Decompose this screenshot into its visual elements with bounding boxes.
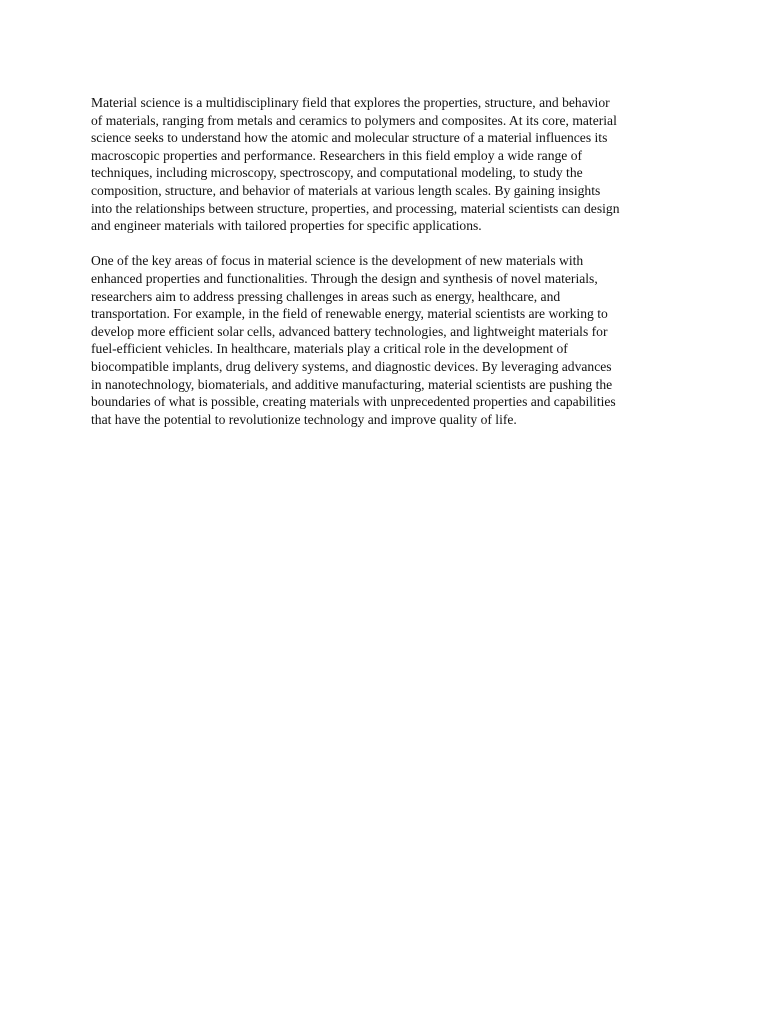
paragraph-2 [91,252,687,428]
paragraph-line: macroscopic properties and performance. Researchers in this field employ a wide range of [91,147,583,163]
paragraph-line: boundaries of what is possible, creating materials with unprecedented properties and capabilities [91,394,616,410]
paragraph-line: biocompatible implants, drug delivery systems, and diagnostic devices. By leveraging advances [91,358,612,374]
paragraph-line: Material science is a multidisciplinary field that explores the properties, structure, and behavior [91,95,610,110]
paragraph-line: develop more efficient solar cells, advanced battery technologies, and lightweight materials for [91,323,608,339]
paragraph-1 [91,94,687,235]
paragraph-line: into the relationships between structure, properties, and processing, material scientists can design [91,200,620,216]
paragraph-line: One of the key areas of focus in material science is the development of new materials with [91,253,584,269]
paragraph-line: researchers aim to address pressing challenges in areas such as energy, healthcare, and [91,288,561,304]
paragraph-line: fuel-efficient vehicles. In healthcare, materials play a critical role in the development of [91,341,568,357]
paragraph-line: that have the potential to revolutionize technology and improve quality of life. [91,411,517,427]
document-body [91,94,687,428]
paragraph-line: in nanotechnology, biomaterials, and additive manufacturing, material scientists are pushing the [91,376,613,392]
paragraph-line: science seeks to understand how the atomic and molecular structure of a material influences its [91,130,608,146]
paragraph-line: composition, structure, and behavior of materials at various length scales. By gaining insights [91,182,601,198]
paragraph-line: techniques, including microscopy, spectroscopy, and computational modeling, to study the [91,165,583,181]
paragraph-line: and engineer materials with tailored properties for specific applications. [91,218,482,234]
paragraph-line: transportation. For example, in the field of renewable energy, material scientists are working to [91,306,608,322]
paragraph-line: enhanced properties and functionalities. Through the design and synthesis of novel materials, [91,270,598,286]
paragraph-line: of materials, ranging from metals and ceramics to polymers and composites. At its core, material [91,112,617,128]
